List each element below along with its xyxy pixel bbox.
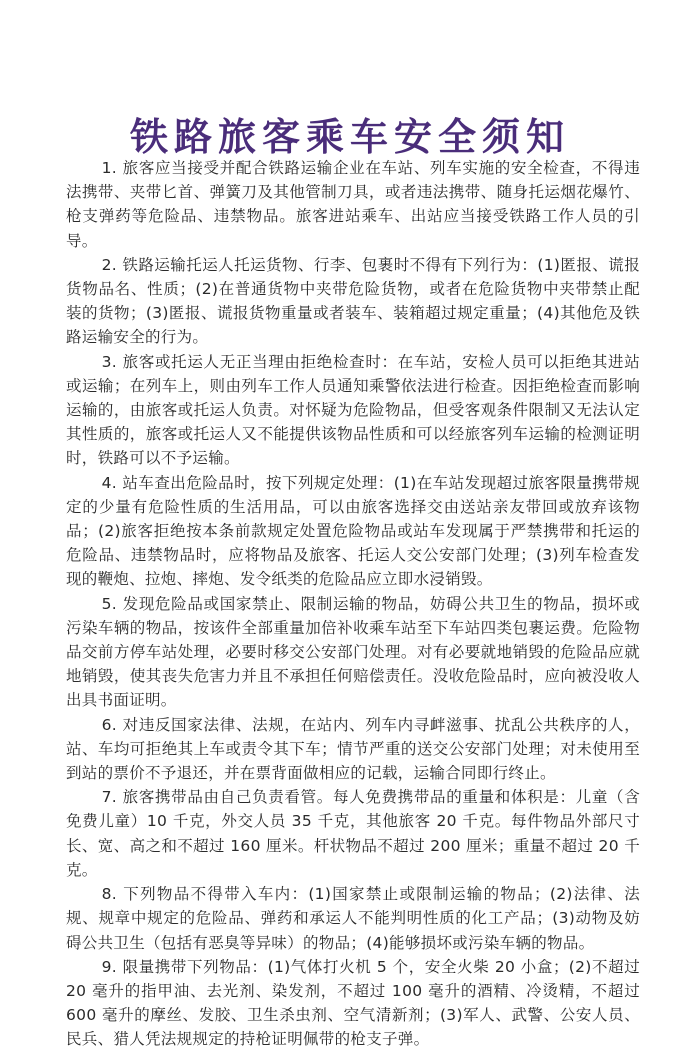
notice-item-7: 7. 旅客携带品由自己负责看管。每人免费携带品的重量和体积是：儿童（含免费儿童）10 千克，外交人员 35 千克，其他旅客 20 千克。每件物品外部尺寸长、宽、高之和不超过 160 厘米。杆状物品不超过 200 厘米；重量不超过 20 千克。: [66, 788, 640, 879]
notice-item-4: 4. 站车查出危险品时，按下列规定处理：(1)在车站发现超过旅客限量携带规定的少量有危险性质的生活用品，可以由旅客选择交由送站亲友带回或放弃该物品；(2)旅客拒绝按本条前款规定处置危险物品或站车发现属于严禁携带和托运的危险品、违禁物品时，应将物品及旅客、托运人交公安部门处理；(3)列车检查发现的鞭炮、拉炮、摔炮、发令纸类的危险品应立即水浸销毁。: [66, 473, 640, 589]
notice-item-3: 3. 旅客或托运人无正当理由拒绝检查时：在车站，安检人员可以拒绝其进站或运输；在列车上，则由列车工作人员通知乘警依法进行检查。因拒绝检查而影响运输的，由旅客或托运人负责。对怀疑为危险物品，但受客观条件限制又无法认定其性质的，旅客或托运人又不能提供该物品性质和可以经旅客列车运输的检测证明时，铁路可以不予运输。: [66, 352, 640, 468]
notice-body: [66, 156, 640, 1052]
notice-item-9: 9. 限量携带下列物品：(1)气体打火机 5 个，安全火柴 20 小盒；(2)不超过 20 毫升的指甲油、去光剂、染发剂，不超过 100 毫升的酒精、冷烫精，不超过 600 毫升的摩丝、发胶、卫生杀虫剂、空气清新剂；(3)军人、武警、公安人员、民兵、猎人凭法规规定的持枪证明佩带的枪支子弹。: [66, 957, 640, 1049]
notice-item-8: 8. 下列物品不得带入车内：(1)国家禁止或限制运输的物品；(2)法律、法规、规章中规定的危险品、弹药和承运人不能判明性质的化工产品；(3)动物及妨碍公共卫生（包括有恶臭等异味）的物品；(4)能够损坏或污染车辆的物品。: [66, 885, 640, 952]
page-title: 铁路旅客乘车安全须知: [129, 114, 570, 160]
notice-item-2: 2. 铁路运输托运人托运货物、行李、包裹时不得有下列行为：(1)匿报、谎报货物品名、性质；(2)在普通货物中夹带危险货物，或者在危险货物中夹带禁止配装的货物；(3)匿报、谎报货物重量或者装车、装箱超过规定重量；(4)其他危及铁路运输安全的行为。: [66, 255, 640, 347]
notice-item-5: 5. 发现危险品或国家禁止、限制运输的物品，妨碍公共卫生的物品，损坏或污染车辆的物品，按该件全部重量加倍补收乘车站至下车站四类包裹运费。危险物品交前方停车站处理，必要时移交公安部门处理。对有必要就地销毁的危险品应就地销毁，使其丧失危害力并且不承担任何赔偿责任。没收危险品时，应向被没收人出具书面证明。: [66, 594, 640, 710]
notice-item-1: 1. 旅客应当接受并配合铁路运输企业在车站、列车实施的安全检查，不得违法携带、夹带匕首、弹簧刀及其他管制刀具，或者违法携带、随身托运烟花爆竹、枪支弹药等危险品、违禁物品。旅客进站乘车、出站应当接受铁路工作人员的引导。: [66, 159, 640, 250]
notice-item-6: 6. 对违反国家法律、法规，在站内、列车内寻衅滋事、扰乱公共秩序的人，站、车均可拒绝其上车或责令其下车；情节严重的送交公安部门处理；对未使用至到站的票价不予退还，并在票背面做相应的记载，运输合同即行终止。: [66, 715, 640, 783]
